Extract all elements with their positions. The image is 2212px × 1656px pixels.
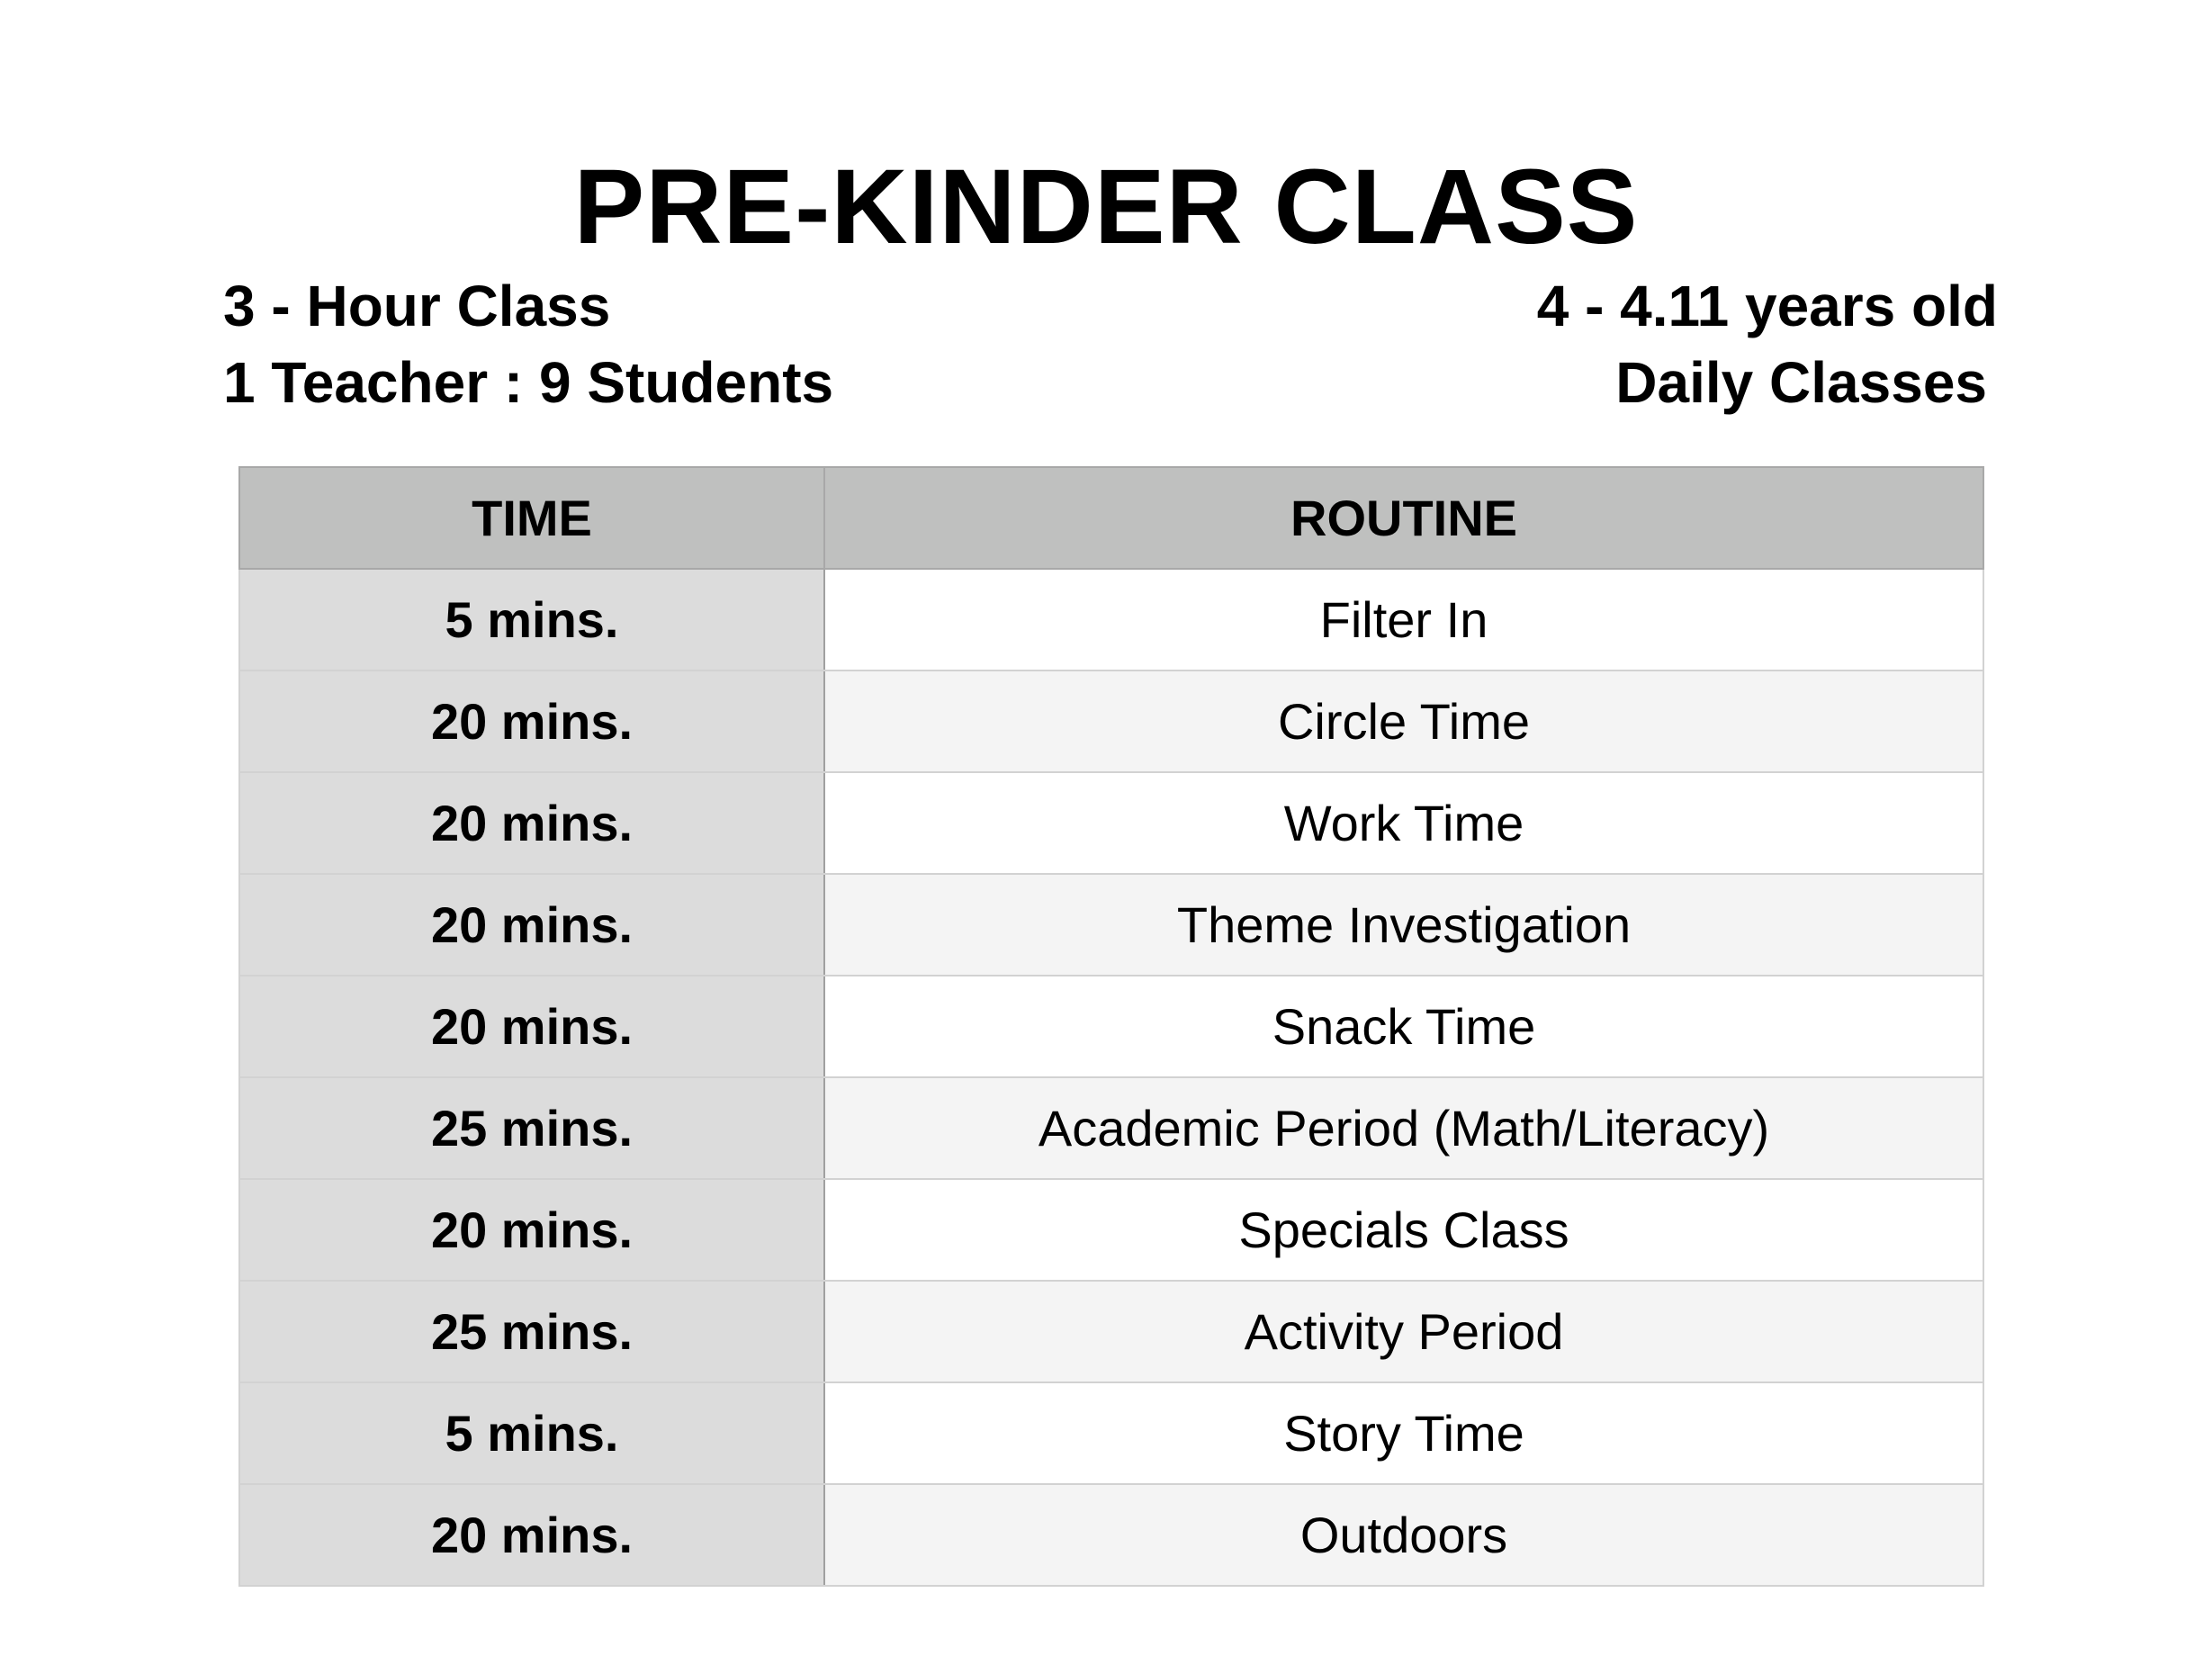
table-row	[239, 1484, 1983, 1586]
routine-cell: Theme Investigation	[824, 874, 1983, 976]
table-row	[239, 569, 1983, 670]
table-row	[239, 1382, 1983, 1484]
teacher-student-ratio: 1 Teacher : 9 Students	[223, 350, 834, 415]
class-frequency: Daily Classes	[1615, 350, 1987, 415]
table-row	[239, 1179, 1983, 1281]
page-title: PRE-KINDER CLASS	[573, 148, 1639, 266]
table-row	[239, 772, 1983, 874]
schedule-table	[238, 466, 1984, 1587]
routine-cell: Circle Time	[824, 670, 1983, 772]
routine-cell: Story Time	[824, 1382, 1983, 1484]
table-row	[239, 874, 1983, 976]
table-row	[239, 976, 1983, 1077]
time-cell: 20 mins.	[239, 1179, 824, 1281]
table-header-row	[239, 467, 1983, 569]
routine-cell: Snack Time	[824, 976, 1983, 1077]
routine-cell: Filter In	[824, 569, 1983, 670]
routine-cell: Outdoors	[824, 1484, 1983, 1586]
routine-cell: Academic Period (Math/Literacy)	[824, 1077, 1983, 1179]
time-cell: 5 mins.	[239, 1382, 824, 1484]
time-cell: 20 mins.	[239, 772, 824, 874]
time-cell: 20 mins.	[239, 670, 824, 772]
table-row	[239, 670, 1983, 772]
time-cell: 5 mins.	[239, 569, 824, 670]
routine-cell: Activity Period	[824, 1281, 1983, 1382]
table-row	[239, 1281, 1983, 1382]
time-column-header: TIME	[239, 467, 824, 569]
time-cell: 20 mins.	[239, 874, 824, 976]
time-cell: 25 mins.	[239, 1077, 824, 1179]
routine-cell: Specials Class	[824, 1179, 1983, 1281]
class-duration: 3 - Hour Class	[223, 274, 611, 338]
routine-column-header: ROUTINE	[824, 467, 1983, 569]
time-cell: 20 mins.	[239, 976, 824, 1077]
routine-cell: Work Time	[824, 772, 1983, 874]
time-cell: 25 mins.	[239, 1281, 824, 1382]
time-cell: 20 mins.	[239, 1484, 824, 1586]
age-range: 4 - 4.11 years old	[1536, 274, 1998, 338]
table-row	[239, 1077, 1983, 1179]
